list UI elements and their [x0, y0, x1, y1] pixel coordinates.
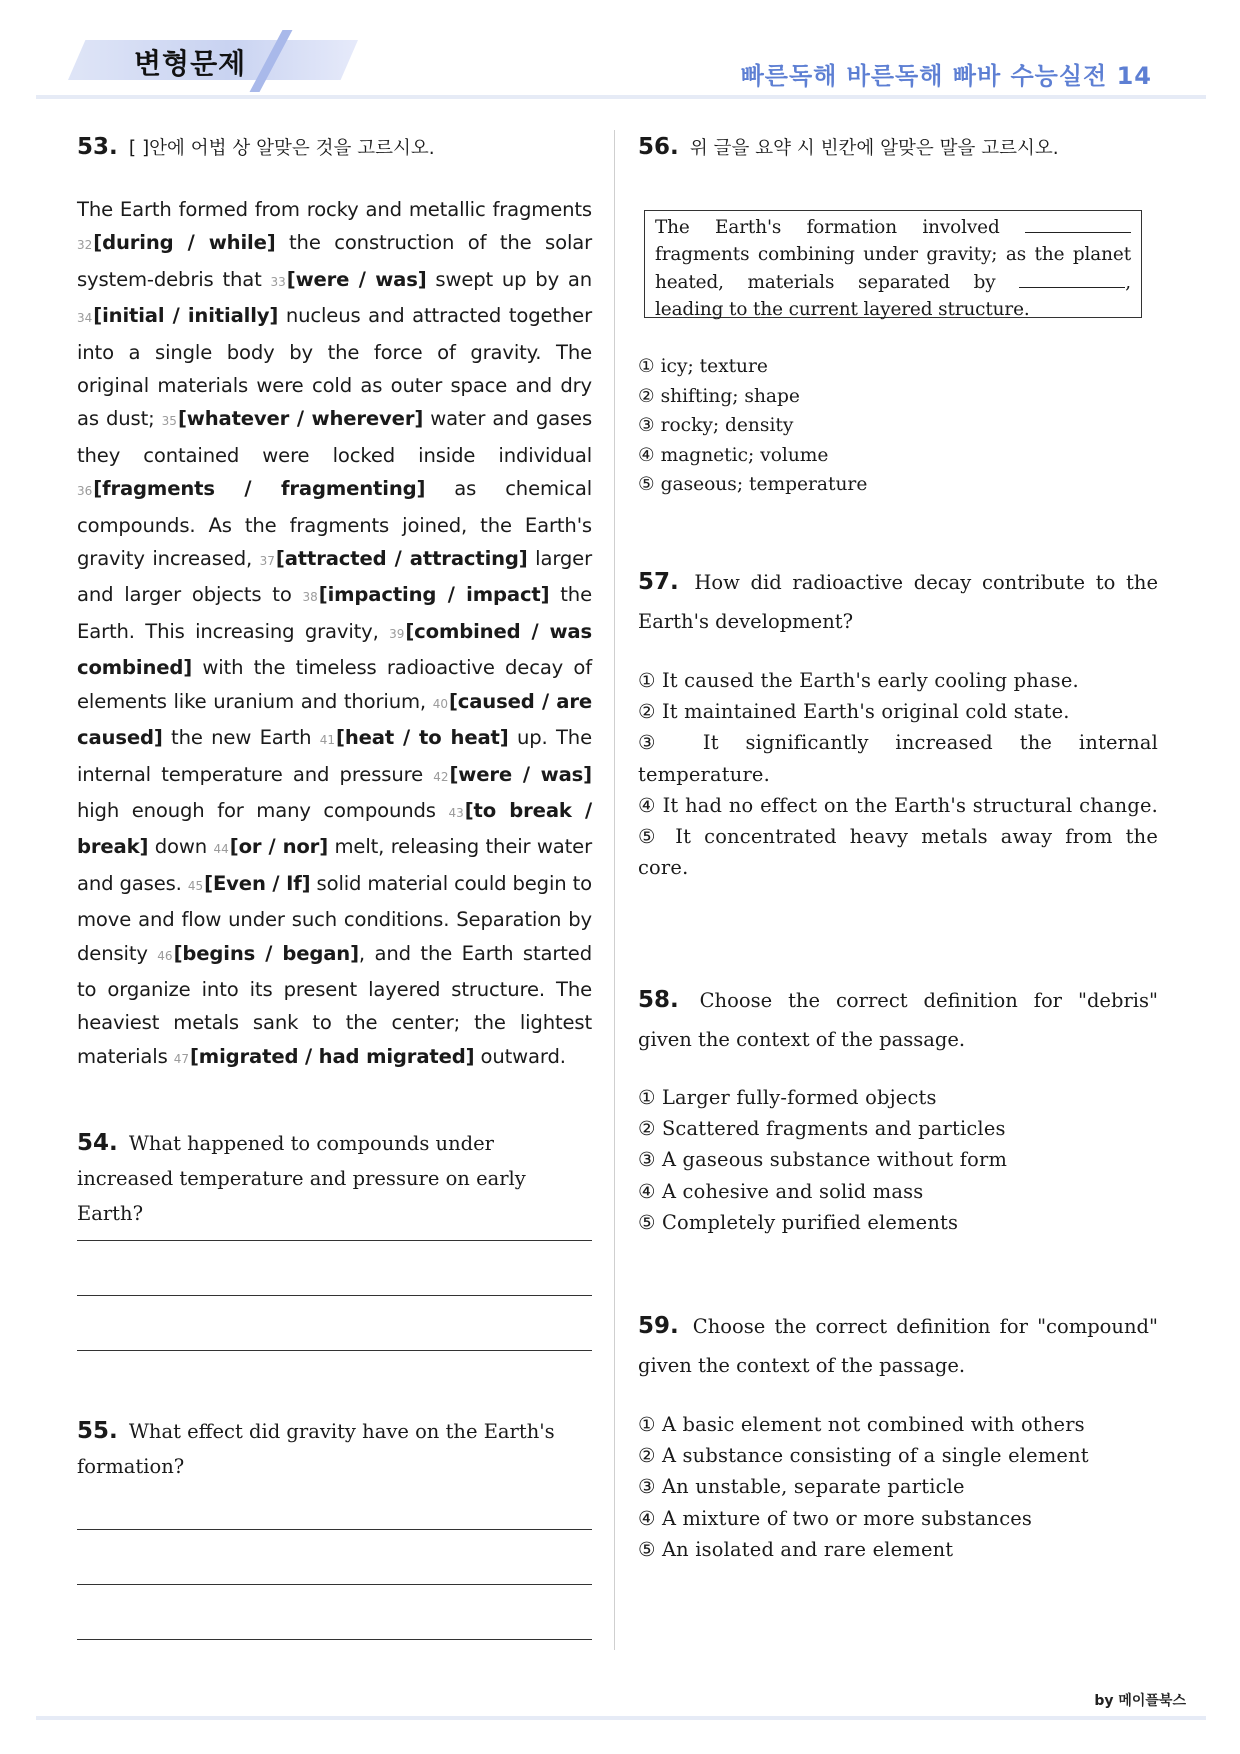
- blank-number: 45: [187, 878, 204, 893]
- question-number: 59.: [638, 1313, 679, 1339]
- blank-number: 39: [389, 626, 405, 641]
- option-5[interactable]: ⑤ gaseous; temperature: [638, 474, 868, 496]
- passage-text: as chemical compounds. As the fragments joined, the Earth's gravity increased,: [77, 477, 592, 571]
- question-text: What effect did gravity have on the Earth's formation?: [77, 1420, 555, 1478]
- passage-text: with the timeless radioactive decay of elements like uranium and thorium,: [77, 656, 592, 713]
- passage-text: the new Earth: [162, 726, 320, 750]
- passage-text: outward.: [474, 1044, 566, 1068]
- question-59-options: [638, 1409, 1158, 1565]
- summary-blank-b: [1019, 273, 1125, 288]
- summary-text-part: , leading to the current layered structure.: [655, 271, 1131, 320]
- footer-divider: [36, 1716, 1206, 1720]
- grammar-choice[interactable]: [or / nor]: [229, 835, 328, 859]
- blank-number: 42: [433, 769, 449, 784]
- option-1[interactable]: ① It caused the Earth's early cooling phase.: [638, 669, 1079, 692]
- question-57-options: [638, 665, 1158, 883]
- passage-text: the construction of the solar system-debris that: [77, 231, 592, 291]
- option-1[interactable]: ① Larger fully-formed objects: [638, 1086, 937, 1109]
- answer-line[interactable]: [77, 1639, 592, 1640]
- grammar-choice[interactable]: [Even / If]: [204, 871, 311, 895]
- question-59: [638, 1307, 1158, 1386]
- blank-number: 44: [213, 842, 229, 857]
- grammar-choice[interactable]: [to break / break]: [77, 798, 592, 859]
- blank-number: 35: [161, 414, 177, 429]
- passage-text: high enough for many compounds: [77, 798, 449, 822]
- question-text: What happened to compounds under increased temperature and pressure on early Earth?: [77, 1132, 526, 1225]
- question-56-options: [638, 352, 1158, 500]
- option-4[interactable]: ④ A mixture of two or more substances: [638, 1506, 1033, 1530]
- grammar-choice[interactable]: [fragments / fragmenting]: [93, 477, 426, 501]
- passage-text: melt, releasing their water and gases.: [77, 835, 592, 895]
- grammar-choice[interactable]: [begins / began]: [173, 941, 359, 965]
- blank-number: 43: [448, 805, 464, 820]
- passage-text: swept up by an: [426, 267, 592, 291]
- question-57: [638, 563, 1158, 642]
- answer-line[interactable]: [77, 1529, 592, 1530]
- passage-text: down: [148, 835, 214, 859]
- blank-number: 37: [259, 554, 275, 569]
- option-3[interactable]: ③ An unstable, separate particle: [638, 1475, 965, 1499]
- blank-number: 46: [157, 948, 173, 963]
- passage-text: water and gases they contained were locked inside individual: [77, 407, 593, 467]
- summary-text-part: fragments combining under gravity; as the planet heated, materials separated by: [655, 244, 1131, 293]
- option-1[interactable]: ① A basic element not combined with others: [638, 1413, 1085, 1436]
- question-number: 57.: [638, 569, 679, 595]
- question-instruction: [ ]안에 어법 상 알맞은 것을 고르시오.: [128, 138, 435, 159]
- question-number: 53.: [77, 134, 118, 160]
- grammar-choice[interactable]: [were / was]: [286, 267, 427, 291]
- option-3[interactable]: ③ rocky; density: [638, 415, 794, 437]
- header-title: 빠른독해 바른독해 빠바 수능실전 14: [740, 62, 1152, 90]
- passage-text: , and the Earth started to organize into its present layered structure. The heaviest metals sank to the center; the lightest materials: [77, 941, 592, 1068]
- answer-line[interactable]: [77, 1295, 592, 1296]
- option-4[interactable]: ④ It had no effect on the Earth's structural change.: [638, 793, 1158, 817]
- answer-line[interactable]: [77, 1350, 592, 1351]
- question-54: [77, 1126, 592, 1232]
- option-4[interactable]: ④ A cohesive and solid mass: [638, 1179, 924, 1203]
- option-5[interactable]: ⑤ It concentrated heavy metals away from the core.: [638, 825, 1158, 880]
- question-number: 56.: [638, 134, 679, 160]
- column-divider: [614, 130, 615, 1650]
- option-2[interactable]: ② A substance consisting of a single element: [638, 1444, 1089, 1468]
- passage-text: the Earth. This increasing gravity,: [77, 583, 592, 643]
- blank-number: 40: [432, 696, 448, 711]
- passage-text: solid material could begin to move and flow under such conditions. Separation by density: [77, 871, 592, 965]
- grammar-choice[interactable]: [during / while]: [93, 231, 276, 255]
- question-53-heading: [77, 134, 592, 160]
- grammar-choice[interactable]: [initial / initially]: [93, 304, 279, 328]
- option-2[interactable]: ② Scattered fragments and particles: [638, 1117, 1006, 1141]
- summary-blank-a: [1025, 218, 1131, 233]
- option-2[interactable]: ② shifting; shape: [638, 385, 800, 407]
- question-text: How did radioactive decay contribute to the Earth's development?: [638, 571, 1158, 633]
- blank-number: 38: [302, 590, 318, 605]
- question-number: 54.: [77, 1130, 118, 1156]
- question-number: 58.: [638, 987, 679, 1013]
- header-tag-label: 변형문제: [134, 47, 247, 80]
- passage-text: larger and larger objects to: [77, 547, 592, 607]
- grammar-choice[interactable]: [were / was]: [449, 762, 592, 786]
- grammar-choice[interactable]: [migrated / had migrated]: [190, 1044, 475, 1068]
- answer-line[interactable]: [77, 1584, 592, 1585]
- option-1[interactable]: ① icy; texture: [638, 356, 768, 377]
- option-2[interactable]: ② It maintained Earth's original cold state.: [638, 700, 1070, 724]
- passage-text: The Earth formed from rocky and metallic fragments: [77, 198, 592, 221]
- question-number: 55.: [77, 1418, 118, 1444]
- blank-number: 41: [319, 733, 336, 748]
- question-58-options: [638, 1082, 1158, 1238]
- blank-number: 33: [270, 274, 286, 289]
- question-58: [638, 981, 1158, 1060]
- passage-text: nucleus and attracted together into a single body by the force of gravity. The original materials were cold as outer space and dry as dust;: [77, 304, 592, 431]
- passage-text: up. The internal temperature and pressure: [77, 726, 592, 786]
- question-text: Choose the correct definition for "compound" given the context of the passage.: [638, 1315, 1158, 1377]
- option-3[interactable]: ③ It significantly increased the internal temperature.: [638, 731, 1158, 786]
- grammar-choice[interactable]: [whatever / wherever]: [177, 407, 424, 431]
- grammar-choice[interactable]: [heat / to heat]: [336, 726, 509, 750]
- question-55: [77, 1414, 592, 1485]
- blank-number: 34: [77, 311, 93, 326]
- answer-line[interactable]: [77, 1240, 592, 1241]
- grammar-choice[interactable]: [impacting / impact]: [318, 583, 550, 607]
- header-tag: [68, 36, 358, 84]
- blank-number: 36: [77, 484, 93, 499]
- grammar-choice[interactable]: [caused / are caused]: [77, 689, 592, 750]
- grammar-choice[interactable]: [combined / was combined]: [77, 619, 592, 680]
- option-5[interactable]: ⑤ An isolated and rare element: [638, 1537, 954, 1561]
- blank-number: 47: [173, 1051, 189, 1066]
- header-divider: [36, 95, 1206, 99]
- option-5[interactable]: ⑤ Completely purified elements: [638, 1210, 959, 1234]
- blank-number: 32: [77, 238, 93, 253]
- summary-text-part: The Earth's formation involved: [655, 217, 1025, 238]
- grammar-choice[interactable]: [attracted / attracting]: [275, 547, 528, 571]
- option-3[interactable]: ③ A gaseous substance without form: [638, 1148, 1008, 1172]
- question-instruction: 위 글을 요약 시 빈칸에 알맞은 말을 고르시오.: [689, 138, 1059, 159]
- summary-box: [644, 210, 1142, 318]
- option-4[interactable]: ④ magnetic; volume: [638, 444, 829, 466]
- question-56-heading: [638, 134, 1158, 160]
- question-text: Choose the correct definition for "debris" given the context of the passage.: [638, 989, 1158, 1051]
- footer-publisher: by 메이플북스: [1094, 1693, 1186, 1709]
- reading-passage: [77, 193, 592, 1076]
